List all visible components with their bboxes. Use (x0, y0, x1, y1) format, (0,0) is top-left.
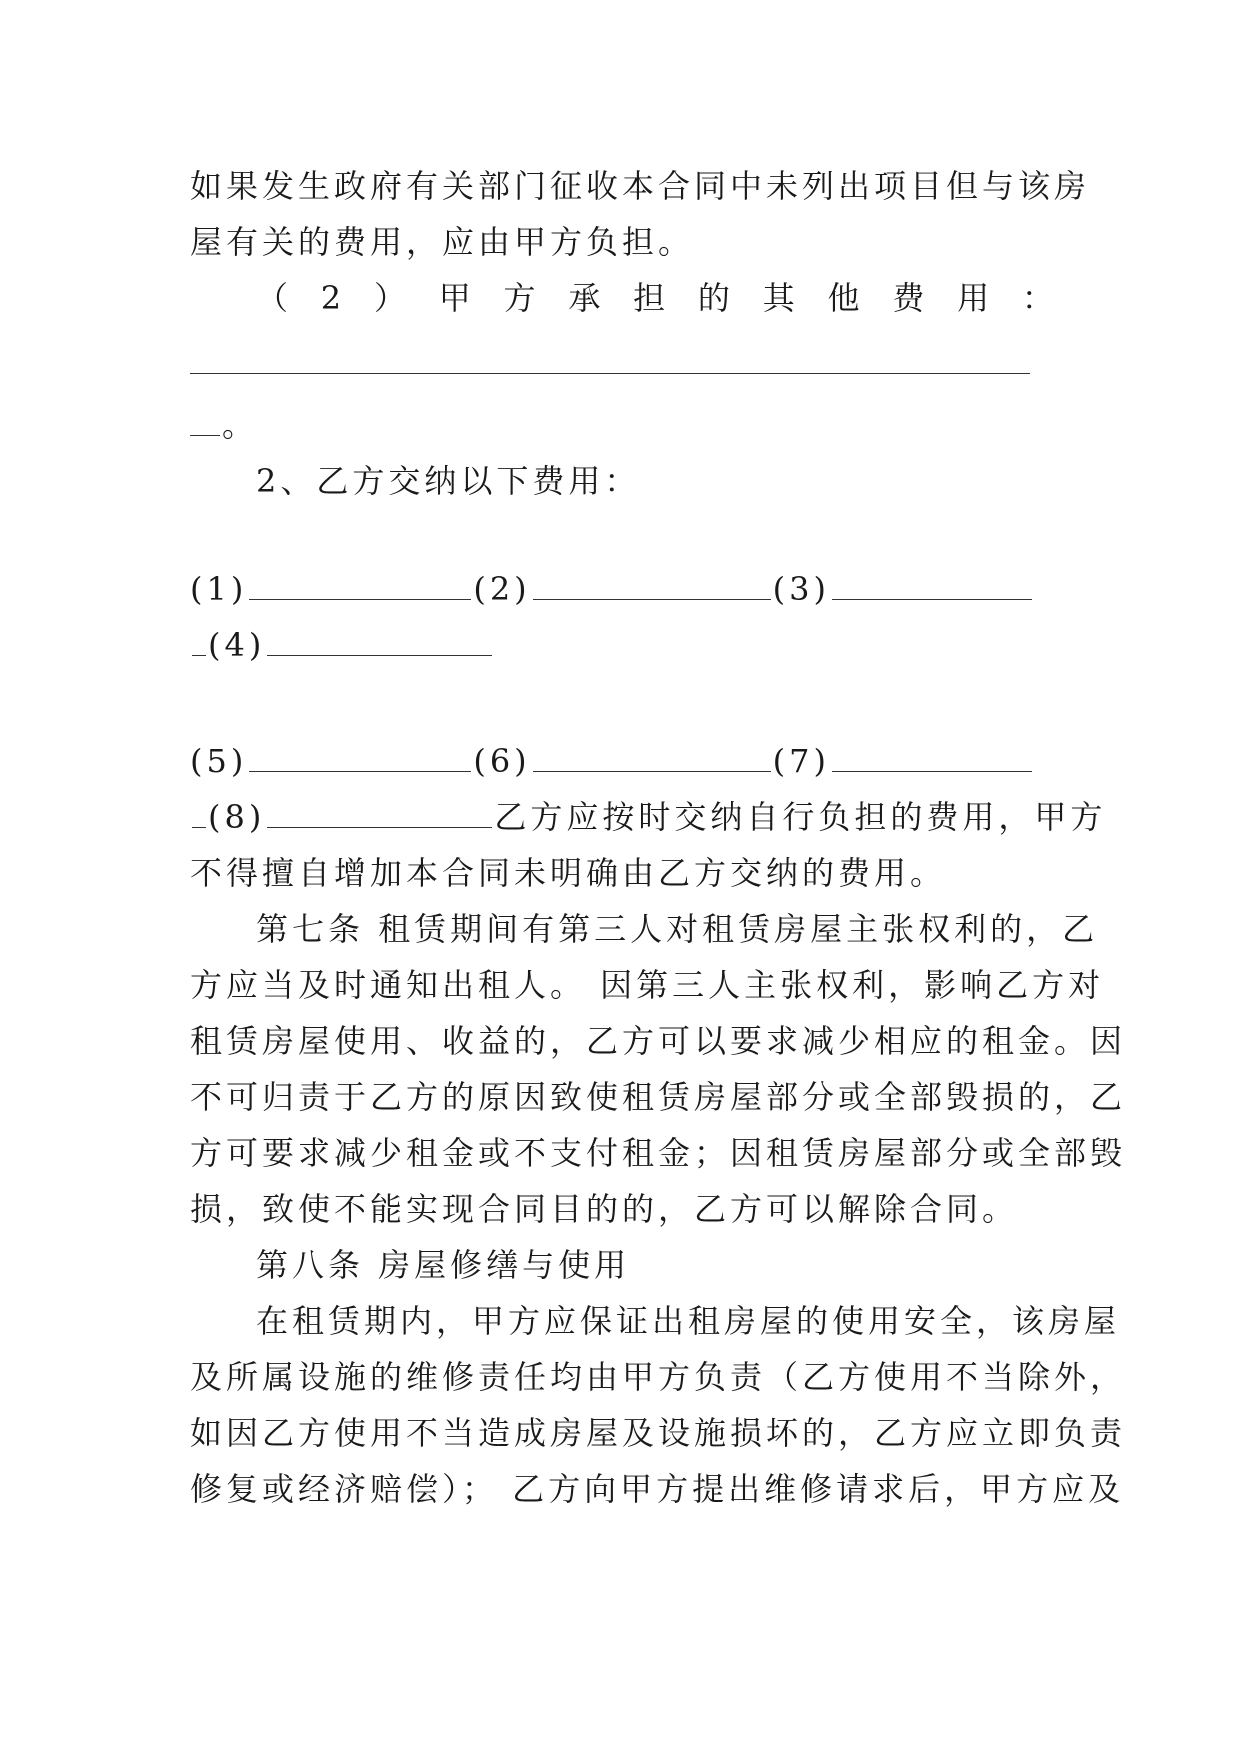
paragraph-line: 不得擅自增加本合同未明确由乙方交纳的费用。 (190, 854, 947, 892)
fee-label: (6) (473, 742, 531, 780)
fill-in-blank-line (533, 771, 771, 772)
fee-label: (7) (772, 742, 830, 780)
char: 方 (503, 279, 536, 317)
fill-in-blank-line (190, 373, 1030, 374)
paragraph-line: 屋有关的费用，应由甲方负担。 (190, 223, 695, 261)
char: 费 (892, 279, 925, 317)
char: 甲 (438, 279, 471, 317)
article-8-title: 第八条 房屋修缮与使用 (256, 1246, 631, 1284)
fee-label: (4) (208, 626, 266, 664)
char: 其 (762, 279, 795, 317)
fill-in-blank-line (249, 771, 471, 772)
fill-in-blank-line (249, 599, 471, 600)
article-8-line: 如因乙方使用不当造成房屋及设施损坏的，乙方应立即负责 (190, 1414, 1127, 1452)
char: 担 (633, 279, 666, 317)
article-7-line: 方可要求减少租金或不支付租金；因租赁房屋部分或全部毁 (190, 1134, 1127, 1172)
item-2-heading (256, 278, 1054, 318)
fill-in-blank-line (533, 599, 771, 600)
article-8-line: 在租赁期内，甲方应保证出租房屋的使用安全，该房屋 (256, 1302, 1121, 1340)
article-8-line: 及所属设施的维修责任均由甲方负责（乙方使用不当除外， (190, 1358, 1127, 1396)
blank-end-punct: 。 (222, 406, 259, 444)
article-8-line: 修复或经济赔偿）； 乙方向甲方提出维修请求后，甲方应及 (190, 1470, 1125, 1508)
fill-in-blank-line (267, 655, 492, 656)
article-7-line: 损，致使不能实现合同目的的，乙方可以解除合同。 (190, 1190, 1019, 1228)
paragraph-text: 乙方应按时交纳自行负担的费用，甲方 (494, 798, 1107, 836)
char: 2 (320, 279, 342, 317)
fee-row (190, 741, 1050, 781)
fill-in-blank-line (192, 655, 206, 656)
fee-label: (3) (772, 570, 830, 608)
fill-in-blank-line (832, 599, 1032, 600)
char: （ (256, 279, 289, 317)
fee-label: (8) (208, 798, 266, 836)
article-7-line: 租赁房屋使用、收益的，乙方可以要求减少相应的租金。因 (190, 1022, 1127, 1060)
char: 承 (568, 279, 601, 317)
fee-label: (5) (190, 742, 248, 780)
article-7-line: 第七条 租赁期间有第三人对租赁房屋主张权利的，乙 (256, 910, 1099, 948)
article-7-line: 方应当及时通知出租人。 因第三人主张权利，影响乙方对 (190, 966, 1105, 1004)
fee-row (190, 625, 1050, 665)
char: ： (1021, 279, 1054, 317)
fill-in-blank-line (832, 771, 1032, 772)
char: 他 (827, 279, 860, 317)
section-heading: 2、乙方交纳以下费用： (256, 462, 641, 500)
paragraph-line: 如果发生政府有关部门征收本合同中未列出项目但与该房 (190, 167, 1091, 205)
fill-in-blank-line (192, 827, 206, 828)
fill-in-blank-line (190, 435, 220, 436)
char: 的 (697, 279, 730, 317)
blank-end-line (190, 405, 1050, 445)
fee-row (190, 569, 1050, 609)
fee-row (190, 797, 1107, 837)
article-7-line: 不可归责于乙方的原因致使租赁房屋部分或全部毁损的，乙 (190, 1078, 1127, 1116)
char: ） (373, 279, 406, 317)
fill-in-blank-line (267, 827, 492, 828)
char: 用 (957, 279, 990, 317)
fee-label: (2) (473, 570, 531, 608)
fee-label: (1) (190, 570, 248, 608)
